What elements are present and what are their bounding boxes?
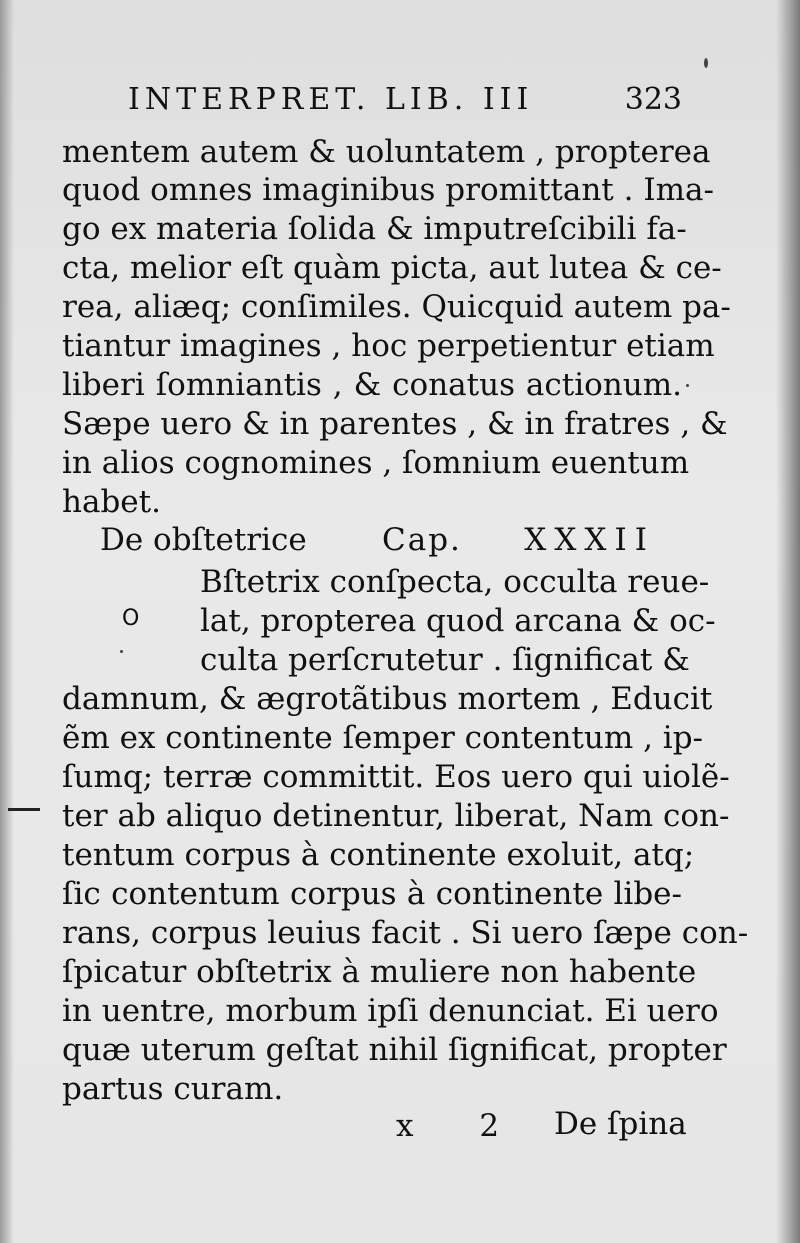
text-line: in uentre, morbum ipſi denunciat. Ei uero <box>62 993 719 1029</box>
ink-speck <box>686 384 689 387</box>
text-line: in alios cognomines , ſomnium euentum <box>62 445 690 481</box>
text-line: mentem autem & uoluntatem , propterea <box>62 134 711 170</box>
text-line: ſpicatur obſtetrix à muliere non habente <box>62 954 697 990</box>
page-edge-shadow <box>776 0 800 1243</box>
chapter-heading <box>100 522 655 562</box>
text-line: tiantur imagines , hoc perpetientur etiam <box>62 328 715 364</box>
text-line: lat, propterea quod arcana & oc- <box>200 603 716 639</box>
page-gutter-shadow <box>0 0 14 1243</box>
text-line: culta perſcrutetur . ſignificat & <box>200 642 690 678</box>
ink-speck <box>120 650 123 653</box>
folio-number: 323 <box>624 82 682 117</box>
text-line: Bſtetrix conſpecta, occulta reue- <box>200 564 710 600</box>
text-line: damnum, & ægrotãtibus mortem , Educit <box>62 681 713 717</box>
text-line: ẽm ex continente ſemper contentum , ip- <box>62 720 704 756</box>
text-line: rea, aliæq; conſimiles. Quicquid autem pa- <box>62 289 731 325</box>
text-line: Sæpe uero & in parentes , & in fratres , & <box>62 406 728 442</box>
catchword: De ſpina <box>554 1106 687 1142</box>
chapter-title: De obſtetrice <box>100 522 307 558</box>
text-line: quod omnes imaginibus promittant . Ima- <box>62 172 714 208</box>
text-line: ter ab aliquo detinentur, liberat, Nam con- <box>62 798 730 834</box>
text-line: cta, melior eſt quàm picta, aut lutea & ce- <box>62 250 722 286</box>
text-line: go ex materia ſolida & imputreſcibili fa- <box>62 211 687 247</box>
text-line: partus curam. <box>62 1071 284 1107</box>
running-head: INTERPRET. LIB. III <box>128 82 534 117</box>
text-line: liberi ſomniantis , & conatus actionum. <box>62 367 682 403</box>
ink-speck <box>704 58 708 68</box>
chapter-label: Cap. <box>382 522 462 558</box>
chapter-number: XXXII <box>524 522 655 558</box>
signature-mark: x 2 <box>396 1108 528 1144</box>
page-header <box>128 82 688 122</box>
text-line: ſic contentum corpus à continente libe- <box>62 876 682 912</box>
text-line: rans, corpus leuius facit . Si uero ſæpe con- <box>62 915 749 951</box>
text-line: quæ uterum geſtat nihil ſignificat, propter <box>62 1032 727 1068</box>
margin-mark <box>8 808 40 811</box>
text-line: tentum corpus à continente exoluit, atq; <box>62 837 695 873</box>
guide-letter: O <box>122 606 140 631</box>
text-line: habet. <box>62 484 161 520</box>
text-line: ſumq; terræ committit. Eos uero qui uiolẽ- <box>62 759 730 795</box>
